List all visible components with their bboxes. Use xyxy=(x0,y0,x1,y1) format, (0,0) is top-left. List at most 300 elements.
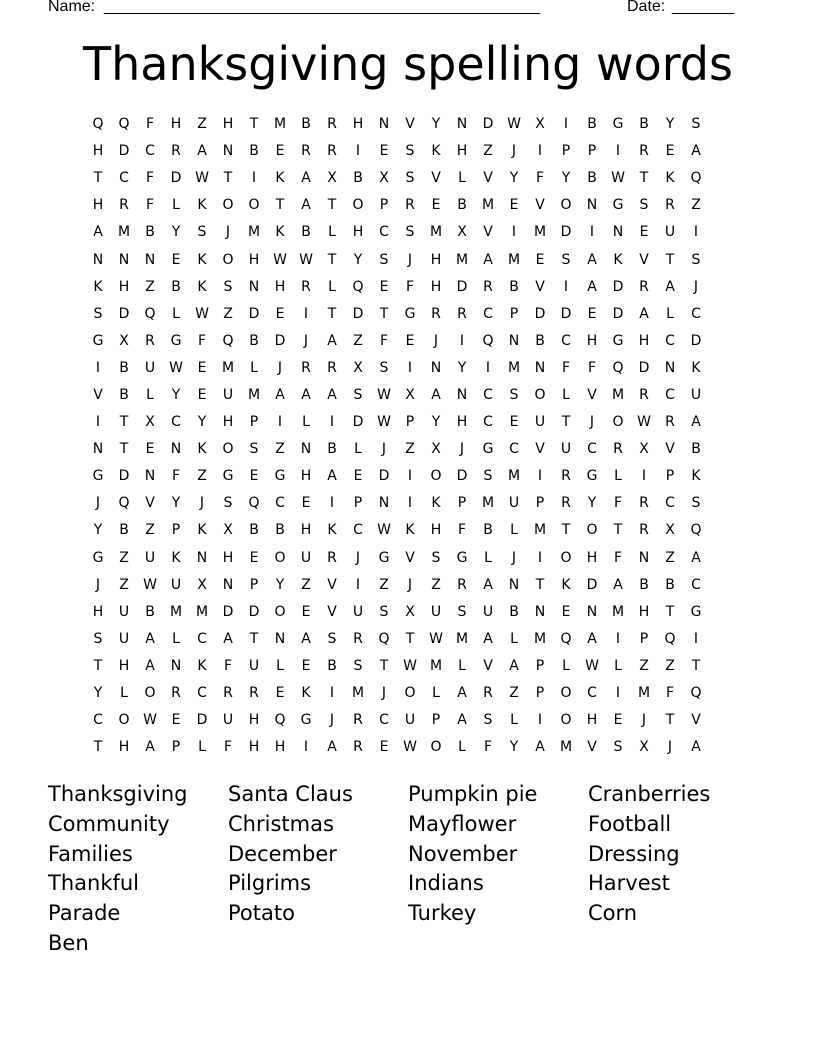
grid-letter: H xyxy=(222,549,234,566)
grid-row xyxy=(85,165,735,192)
grid-letter: Z xyxy=(197,116,207,133)
grid-letter: M xyxy=(455,630,469,647)
grid-letter: F xyxy=(613,495,623,512)
grid-letter: K xyxy=(197,657,207,674)
grid-row xyxy=(85,545,735,572)
grid-letter: N xyxy=(144,468,156,485)
grid-letter: B xyxy=(171,278,181,295)
grid-letter: T xyxy=(119,414,129,431)
grid-letter: C xyxy=(691,576,701,593)
grid-letter: I xyxy=(251,170,257,187)
grid-letter: D xyxy=(274,332,286,349)
grid-letter: O xyxy=(274,549,286,566)
grid-letter: T xyxy=(405,630,415,647)
grid-letter: H xyxy=(92,143,104,160)
grid-letter: L xyxy=(328,224,336,241)
word-bank-item: Ben xyxy=(48,930,89,955)
grid-letter: B xyxy=(145,224,155,241)
grid-letter: S xyxy=(483,712,493,729)
grid-letter: I xyxy=(329,685,335,702)
grid-letter: A xyxy=(587,278,597,295)
date-label: Date: xyxy=(627,0,666,15)
grid-letter: T xyxy=(327,197,337,214)
grid-letter: C xyxy=(171,414,181,431)
grid-letter: H xyxy=(222,116,234,133)
grid-letter: Q xyxy=(118,495,130,512)
grid-letter: I xyxy=(693,224,699,241)
grid-letter: E xyxy=(379,739,389,756)
grid-row xyxy=(85,192,735,219)
grid-letter: L xyxy=(458,170,466,187)
word-bank-item: November xyxy=(408,841,518,866)
grid-letter: S xyxy=(353,386,363,403)
grid-letter: J xyxy=(329,712,335,729)
grid-letter: R xyxy=(145,332,155,349)
grid-letter: W xyxy=(143,576,157,593)
grid-letter: Y xyxy=(431,414,441,431)
grid-letter: B xyxy=(639,576,649,593)
grid-letter: L xyxy=(172,305,180,322)
grid-letter: C xyxy=(197,685,207,702)
grid-letter: A xyxy=(457,685,467,702)
grid-letter: K xyxy=(197,441,207,458)
grid-letter: K xyxy=(431,495,441,512)
grid-letter: A xyxy=(145,657,155,674)
grid-letter: X xyxy=(457,224,467,241)
grid-letter: K xyxy=(691,359,701,376)
grid-letter: M xyxy=(637,685,651,702)
grid-letter: J xyxy=(667,739,673,756)
grid-letter: I xyxy=(303,739,309,756)
grid-letter: M xyxy=(533,224,547,241)
grid-letter: Y xyxy=(431,116,441,133)
grid-letter: B xyxy=(587,170,597,187)
grid-letter: F xyxy=(457,522,467,539)
grid-letter: S xyxy=(223,495,233,512)
grid-letter: Y xyxy=(509,739,519,756)
grid-letter: A xyxy=(691,739,701,756)
grid-letter: Q xyxy=(92,116,104,133)
grid-letter: Y xyxy=(457,359,467,376)
grid-letter: Q xyxy=(222,332,234,349)
grid-letter: W xyxy=(403,657,417,674)
grid-letter: E xyxy=(639,224,649,241)
grid-letter: G xyxy=(378,549,390,566)
grid-letter: I xyxy=(407,468,413,485)
grid-letter: B xyxy=(119,359,129,376)
grid-letter: R xyxy=(301,143,311,160)
grid-letter: O xyxy=(586,522,598,539)
grid-letter: H xyxy=(248,712,260,729)
grid-letter: D xyxy=(170,170,182,187)
grid-letter: B xyxy=(249,522,259,539)
grid-letter: I xyxy=(641,468,647,485)
grid-row xyxy=(85,517,735,544)
word-bank-item: Christmas xyxy=(228,811,334,836)
grid-letter: Q xyxy=(352,278,364,295)
grid-letter: P xyxy=(639,630,649,647)
grid-letter: Q xyxy=(482,332,494,349)
grid-letter: R xyxy=(561,468,571,485)
grid-letter: B xyxy=(249,143,259,160)
grid-letter: C xyxy=(665,386,675,403)
grid-letter: I xyxy=(563,278,569,295)
grid-letter: U xyxy=(690,386,702,403)
grid-letter: I xyxy=(693,630,699,647)
grid-letter: J xyxy=(511,143,517,160)
grid-letter: Q xyxy=(144,305,156,322)
grid-letter: D xyxy=(352,305,364,322)
grid-letter: E xyxy=(379,278,389,295)
grid-letter: B xyxy=(587,116,597,133)
grid-letter: P xyxy=(379,197,389,214)
grid-letter: Z xyxy=(379,576,389,593)
grid-letter: J xyxy=(303,332,309,349)
grid-letter: U xyxy=(482,603,494,620)
grid-letter: I xyxy=(615,685,621,702)
grid-letter: P xyxy=(171,522,181,539)
grid-letter: P xyxy=(665,468,675,485)
grid-letter: C xyxy=(353,522,363,539)
word-search-grid xyxy=(85,111,735,761)
grid-letter: F xyxy=(145,170,155,187)
grid-letter: V xyxy=(93,386,103,403)
grid-letter: W xyxy=(637,414,651,431)
grid-row xyxy=(85,219,735,246)
grid-letter: L xyxy=(666,305,674,322)
grid-letter: Q xyxy=(664,630,676,647)
grid-letter: N xyxy=(534,603,546,620)
grid-letter: J xyxy=(407,576,413,593)
grid-row xyxy=(85,734,735,761)
grid-letter: U xyxy=(248,657,260,674)
grid-letter: P xyxy=(535,685,545,702)
grid-row xyxy=(85,463,735,490)
grid-letter: X xyxy=(405,386,415,403)
grid-letter: T xyxy=(561,414,571,431)
grid-letter: L xyxy=(458,739,466,756)
grid-letter: A xyxy=(691,414,701,431)
grid-letter: L xyxy=(120,685,128,702)
grid-letter: M xyxy=(481,495,495,512)
grid-letter: R xyxy=(119,197,129,214)
grid-letter: U xyxy=(534,414,546,431)
grid-letter: K xyxy=(197,522,207,539)
grid-letter: S xyxy=(93,305,103,322)
grid-letter: A xyxy=(301,170,311,187)
grid-letter: Z xyxy=(119,549,129,566)
grid-letter: L xyxy=(510,630,518,647)
grid-letter: E xyxy=(301,657,311,674)
grid-letter: E xyxy=(301,495,311,512)
grid-letter: S xyxy=(379,251,389,268)
grid-letter: C xyxy=(665,495,675,512)
grid-letter: M xyxy=(429,657,443,674)
grid-letter: R xyxy=(327,116,337,133)
word-bank-item: Indians xyxy=(408,871,484,896)
grid-letter: X xyxy=(639,739,649,756)
grid-letter: J xyxy=(199,495,205,512)
grid-letter: E xyxy=(301,603,311,620)
grid-letter: N xyxy=(92,251,104,268)
grid-row xyxy=(85,572,735,599)
grid-letter: O xyxy=(560,685,572,702)
grid-letter: S xyxy=(249,441,259,458)
grid-letter: O xyxy=(430,468,442,485)
grid-letter: N xyxy=(170,657,182,674)
grid-letter: R xyxy=(327,143,337,160)
grid-letter: H xyxy=(274,739,286,756)
grid-letter: B xyxy=(275,522,285,539)
grid-letter: D xyxy=(612,278,624,295)
grid-row xyxy=(85,626,735,653)
grid-letter: C xyxy=(587,441,597,458)
word-bank-item: Dressing xyxy=(588,841,680,866)
grid-letter: O xyxy=(430,739,442,756)
grid-letter: S xyxy=(223,278,233,295)
grid-letter: N xyxy=(378,116,390,133)
grid-letter: Z xyxy=(665,549,675,566)
grid-letter: D xyxy=(456,468,468,485)
grid-letter: G xyxy=(170,332,182,349)
grid-letter: F xyxy=(145,116,155,133)
grid-letter: I xyxy=(563,116,569,133)
grid-letter: G xyxy=(274,468,286,485)
grid-letter: A xyxy=(301,197,311,214)
grid-letter: U xyxy=(144,359,156,376)
grid-letter: O xyxy=(534,386,546,403)
grid-letter: B xyxy=(327,657,337,674)
grid-letter: N xyxy=(586,603,598,620)
grid-letter: P xyxy=(249,414,259,431)
grid-letter: R xyxy=(431,305,441,322)
grid-letter: A xyxy=(327,386,337,403)
grid-row xyxy=(85,301,735,328)
grid-letter: I xyxy=(329,414,335,431)
grid-letter: D xyxy=(612,305,624,322)
grid-letter: D xyxy=(456,278,468,295)
grid-letter: W xyxy=(377,414,391,431)
grid-letter: U xyxy=(222,712,234,729)
grid-letter: R xyxy=(353,712,363,729)
grid-letter: V xyxy=(405,116,415,133)
grid-letter: R xyxy=(483,278,493,295)
grid-letter: A xyxy=(275,386,285,403)
grid-letter: T xyxy=(327,305,337,322)
grid-letter: Z xyxy=(665,657,675,674)
grid-letter: R xyxy=(457,576,467,593)
grid-letter: S xyxy=(379,359,389,376)
grid-letter: C xyxy=(275,495,285,512)
grid-letter: K xyxy=(613,251,623,268)
grid-letter: P xyxy=(509,305,519,322)
grid-letter: N xyxy=(508,332,520,349)
grid-letter: Z xyxy=(301,576,311,593)
grid-letter: T xyxy=(327,251,337,268)
grid-letter: G xyxy=(456,549,468,566)
grid-letter: A xyxy=(639,305,649,322)
grid-letter: N xyxy=(638,549,650,566)
grid-letter: D xyxy=(560,224,572,241)
grid-letter: Z xyxy=(197,468,207,485)
grid-letter: W xyxy=(195,170,209,187)
grid-letter: A xyxy=(431,386,441,403)
grid-letter: L xyxy=(562,657,570,674)
grid-letter: F xyxy=(171,468,181,485)
grid-letter: P xyxy=(587,143,597,160)
grid-letter: G xyxy=(612,116,624,133)
grid-letter: T xyxy=(561,522,571,539)
grid-letter: L xyxy=(172,630,180,647)
grid-letter: G xyxy=(92,468,104,485)
grid-letter: H xyxy=(92,603,104,620)
grid-letter: T xyxy=(275,197,285,214)
grid-letter: C xyxy=(483,305,493,322)
grid-letter: S xyxy=(691,116,701,133)
grid-letter: L xyxy=(432,685,440,702)
grid-letter: B xyxy=(457,197,467,214)
grid-letter: A xyxy=(327,468,337,485)
grid-letter: C xyxy=(379,712,389,729)
grid-letter: B xyxy=(535,332,545,349)
grid-letter: P xyxy=(535,495,545,512)
grid-letter: M xyxy=(455,251,469,268)
grid-letter: R xyxy=(639,495,649,512)
grid-letter: A xyxy=(665,278,675,295)
grid-letter: M xyxy=(507,251,521,268)
word-bank-item: Football xyxy=(588,811,672,836)
grid-letter: U xyxy=(170,576,182,593)
grid-letter: T xyxy=(379,657,389,674)
word-bank-item: Pilgrims xyxy=(228,871,312,896)
grid-letter: A xyxy=(223,630,233,647)
grid-letter: Q xyxy=(248,495,260,512)
grid-letter: J xyxy=(459,441,465,458)
grid-letter: A xyxy=(509,657,519,674)
grid-row xyxy=(85,653,735,680)
grid-letter: O xyxy=(560,712,572,729)
grid-letter: E xyxy=(171,251,181,268)
grid-letter: E xyxy=(665,143,675,160)
grid-letter: K xyxy=(275,170,285,187)
grid-letter: I xyxy=(329,495,335,512)
grid-letter: U xyxy=(560,441,572,458)
grid-letter: K xyxy=(93,278,103,295)
grid-letter: H xyxy=(300,522,312,539)
grid-letter: J xyxy=(641,712,647,729)
grid-letter: L xyxy=(198,739,206,756)
grid-letter: E xyxy=(197,386,207,403)
grid-letter: C xyxy=(93,712,103,729)
grid-letter: A xyxy=(301,386,311,403)
grid-letter: A xyxy=(145,739,155,756)
grid-letter: P xyxy=(535,657,545,674)
grid-letter: W xyxy=(585,657,599,674)
grid-letter: B xyxy=(665,576,675,593)
name-label: Name: xyxy=(48,0,96,15)
grid-letter: B xyxy=(119,386,129,403)
grid-letter: W xyxy=(273,251,287,268)
grid-letter: Z xyxy=(145,522,155,539)
grid-letter: T xyxy=(665,603,675,620)
grid-letter: F xyxy=(197,332,207,349)
grid-letter: T xyxy=(119,441,129,458)
grid-letter: S xyxy=(197,224,207,241)
grid-letter: I xyxy=(537,143,543,160)
grid-letter: B xyxy=(301,224,311,241)
grid-letter: W xyxy=(195,305,209,322)
grid-letter: K xyxy=(431,143,441,160)
grid-letter: I xyxy=(95,414,101,431)
grid-letter: M xyxy=(429,224,443,241)
grid-letter: G xyxy=(612,197,624,214)
grid-letter: L xyxy=(354,441,362,458)
grid-letter: J xyxy=(693,278,699,295)
word-bank-item: Corn xyxy=(588,901,638,926)
grid-letter: H xyxy=(300,468,312,485)
grid-letter: E xyxy=(509,197,519,214)
word-bank-item: Thanksgiving xyxy=(48,782,188,806)
grid-row xyxy=(85,274,735,301)
grid-letter: N xyxy=(274,630,286,647)
grid-letter: J xyxy=(511,549,517,566)
grid-letter: E xyxy=(509,414,519,431)
grid-letter: I xyxy=(407,359,413,376)
grid-row xyxy=(85,680,735,707)
grid-letter: S xyxy=(431,549,441,566)
grid-letter: S xyxy=(457,603,467,620)
grid-letter: O xyxy=(560,549,572,566)
grid-letter: I xyxy=(485,359,491,376)
grid-letter: K xyxy=(561,576,571,593)
grid-letter: F xyxy=(613,549,623,566)
grid-letter: C xyxy=(197,630,207,647)
grid-letter: Z xyxy=(509,685,519,702)
grid-letter: U xyxy=(222,386,234,403)
word-bank-item: December xyxy=(228,841,337,866)
grid-letter: Y xyxy=(275,576,285,593)
grid-letter: R xyxy=(665,414,675,431)
grid-letter: S xyxy=(353,657,363,674)
word-bank-item: Mayflower xyxy=(408,811,517,836)
grid-letter: C xyxy=(665,332,675,349)
grid-letter: B xyxy=(483,522,493,539)
grid-letter: A xyxy=(535,739,545,756)
grid-letter: V xyxy=(639,251,649,268)
grid-row xyxy=(85,246,735,273)
grid-letter: H xyxy=(430,251,442,268)
grid-letter: Z xyxy=(639,657,649,674)
grid-letter: S xyxy=(613,739,623,756)
grid-letter: S xyxy=(327,630,337,647)
grid-letter: A xyxy=(457,712,467,729)
grid-letter: V xyxy=(483,657,493,674)
grid-letter: L xyxy=(510,712,518,729)
grid-letter: K xyxy=(197,278,207,295)
grid-letter: H xyxy=(222,414,234,431)
grid-letter: C xyxy=(483,386,493,403)
grid-letter: R xyxy=(639,386,649,403)
grid-letter: K xyxy=(197,197,207,214)
grid-letter: S xyxy=(93,630,103,647)
grid-letter: H xyxy=(586,549,598,566)
grid-letter: Y xyxy=(665,116,675,133)
grid-letter: B xyxy=(145,603,155,620)
grid-letter: W xyxy=(611,170,625,187)
grid-letter: S xyxy=(483,468,493,485)
grid-letter: X xyxy=(431,441,441,458)
grid-letter: E xyxy=(613,712,623,729)
